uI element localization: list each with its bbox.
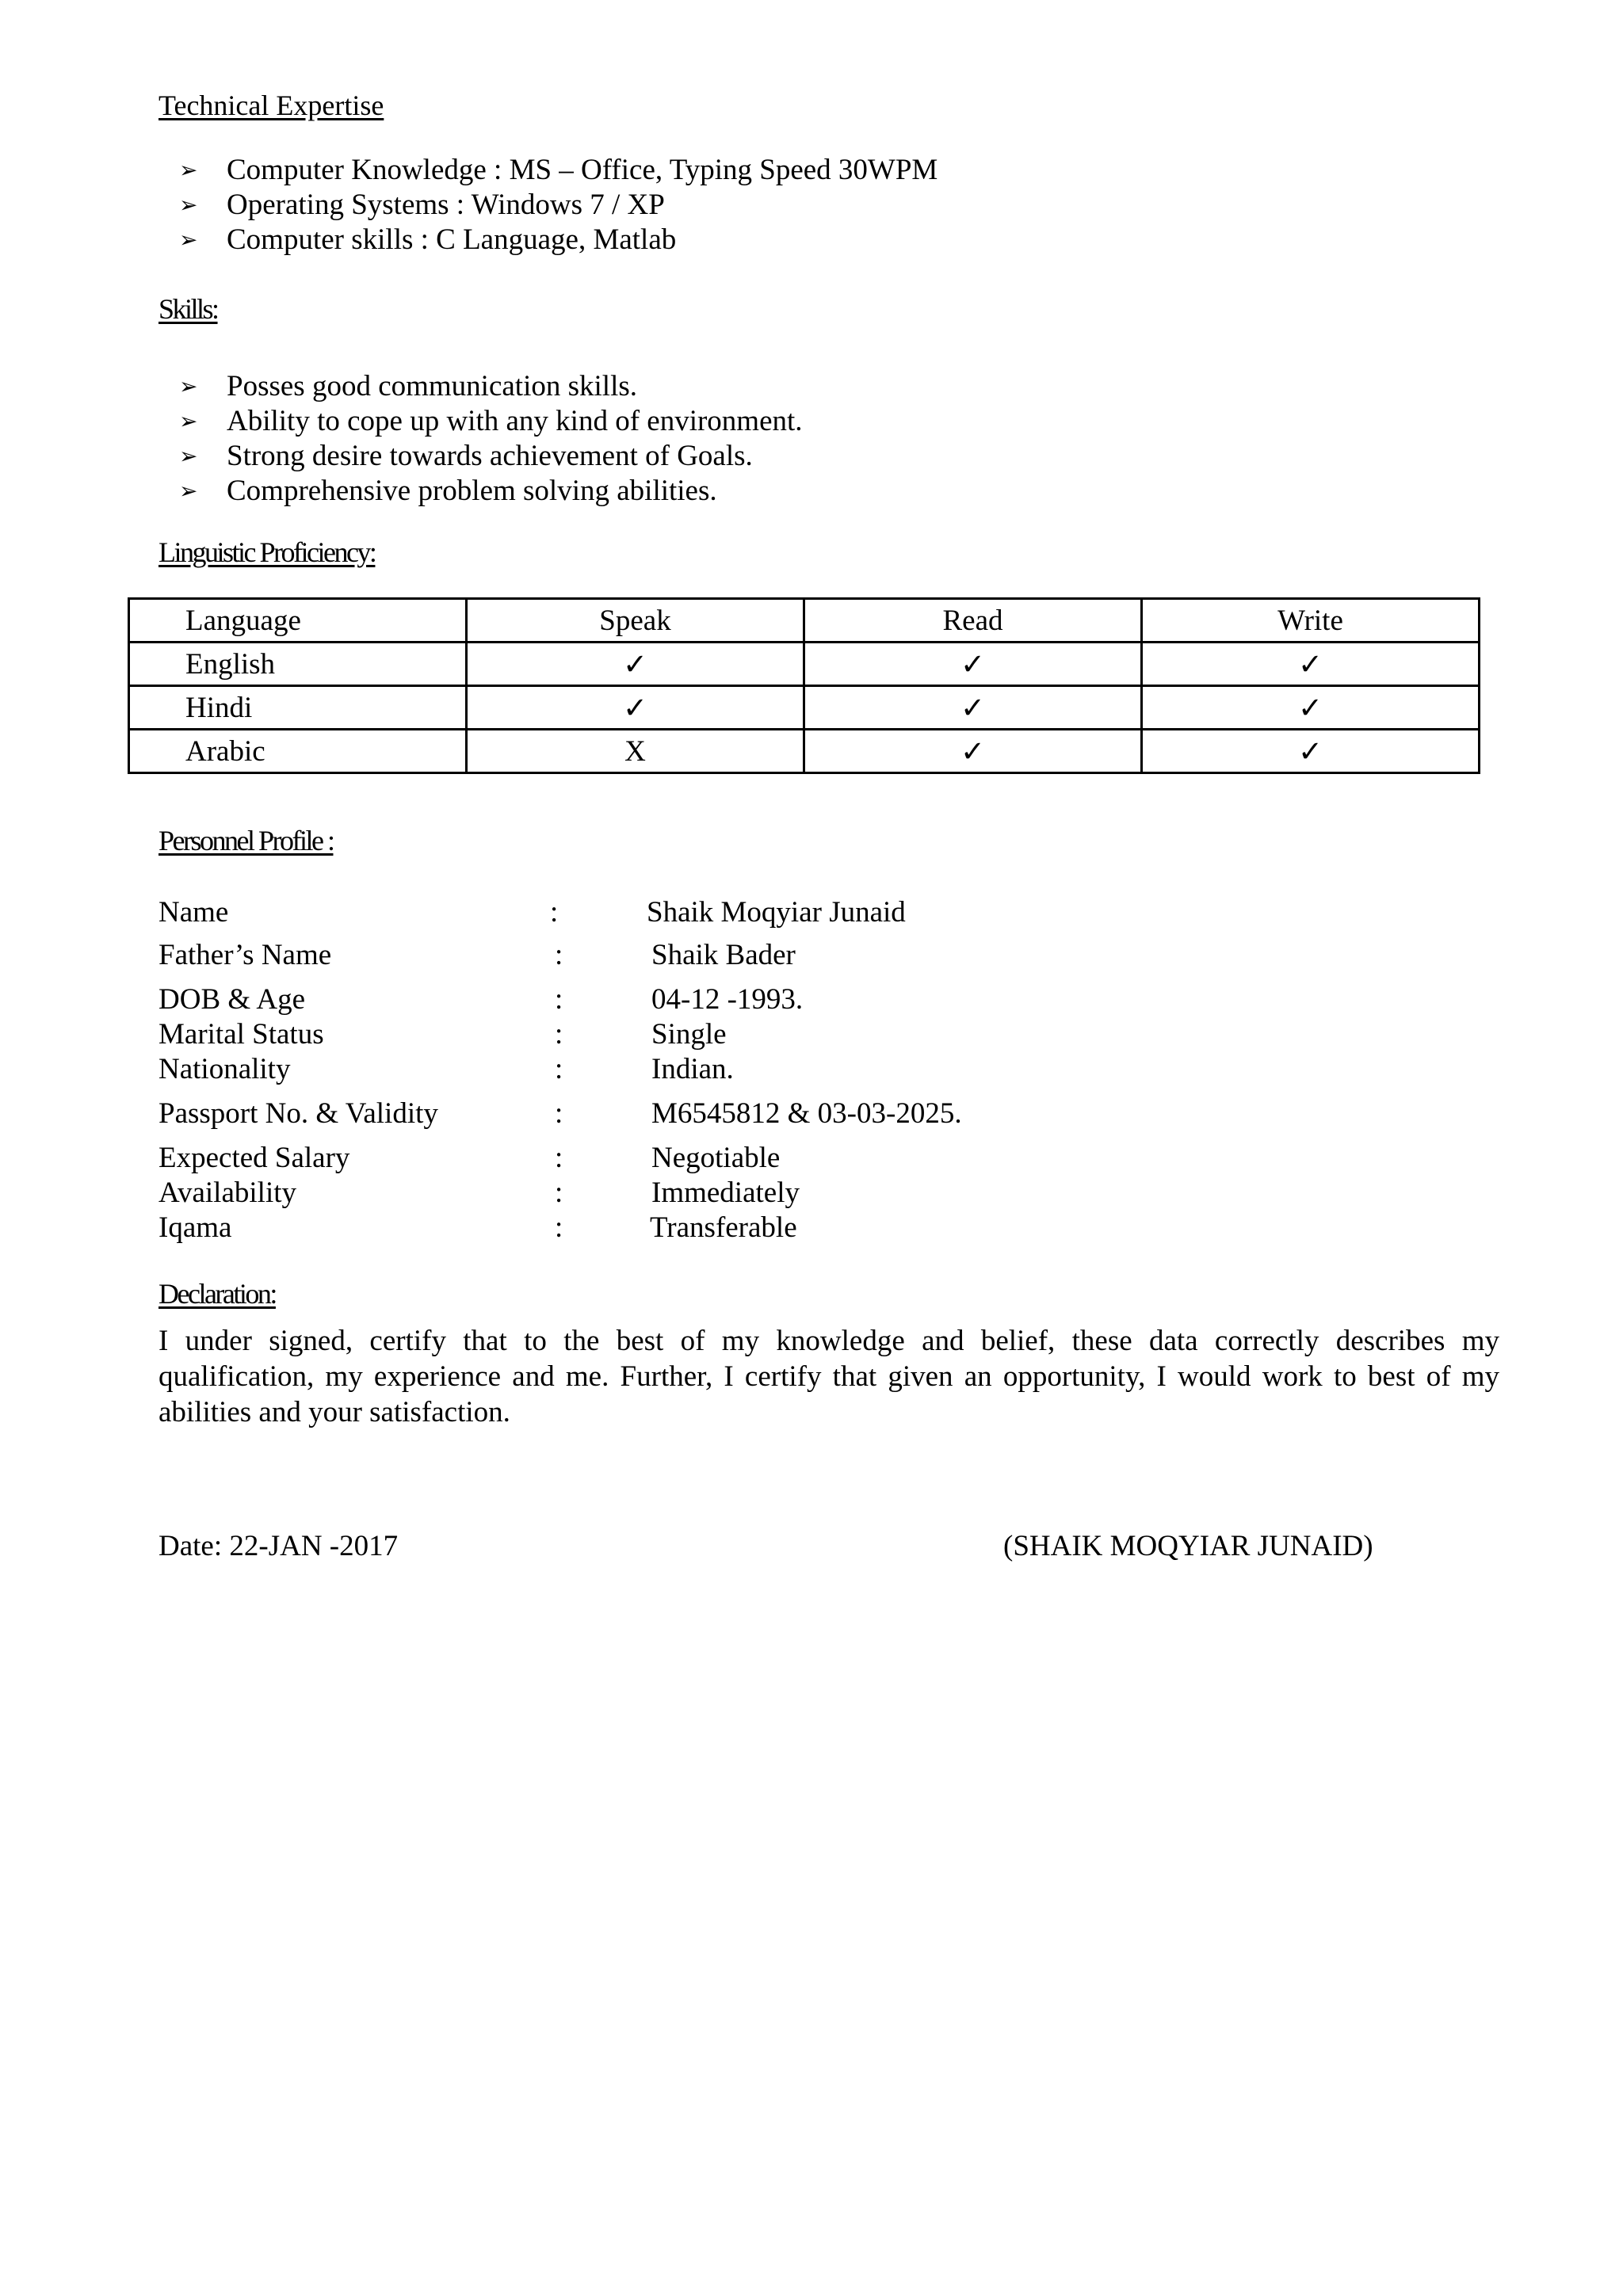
- speak-cell: ✓: [467, 643, 804, 686]
- list-item: [179, 223, 938, 257]
- column-header-read: Read: [804, 599, 1142, 643]
- list-item-text: Strong desire towards achievement of Goals.: [227, 440, 753, 472]
- profile-separator: :: [555, 939, 563, 971]
- profile-separator: :: [555, 1211, 563, 1244]
- declaration-text: I under signed, certify that to the best of my knowledge and belief, these data correctly describes my qualification, my experience and me. Further, I certify that given an opportunity, I would work to best of my abilities and your satisfaction.: [158, 1325, 1499, 1428]
- linguistic-proficiency-heading: Linguistic Proficiency:: [158, 536, 376, 568]
- table-row: [129, 643, 1480, 686]
- language-table: [128, 597, 1480, 774]
- profile-row-name: [158, 895, 1268, 930]
- speak-cell: X: [467, 730, 804, 773]
- profile-label: DOB & Age: [158, 983, 305, 1016]
- list-item-text: Posses good communication skills.: [227, 370, 637, 402]
- profile-label: Marital Status: [158, 1018, 324, 1051]
- profile-separator: :: [555, 1097, 563, 1130]
- date-line: Date: 22-JAN -2017: [158, 1530, 399, 1562]
- language-cell: Hindi: [129, 686, 467, 730]
- column-header-language: Language: [129, 599, 467, 643]
- profile-row-availability: [158, 1176, 1268, 1211]
- profile-separator: :: [555, 1053, 563, 1085]
- profile-row-expected-salary: [158, 1141, 1268, 1176]
- list-item-text: Computer skills : C Language, Matlab: [227, 223, 677, 256]
- list-item-text: Comprehensive problem solving abilities.: [227, 475, 717, 507]
- profile-row-fathers-name: [158, 938, 1268, 973]
- profile-value: Single: [651, 1018, 727, 1051]
- profile-row-iqama: [158, 1211, 1268, 1245]
- profile-separator: :: [555, 983, 563, 1016]
- profile-row-passport: [158, 1097, 1268, 1131]
- list-item: [179, 474, 803, 509]
- profile-value: Immediately: [651, 1177, 800, 1209]
- table-row: [129, 686, 1480, 730]
- list-item-text: Computer Knowledge : MS – Office, Typing Speed 30WPM: [227, 154, 938, 186]
- technical-expertise-heading: Technical Expertise: [158, 90, 384, 121]
- profile-separator: :: [550, 896, 559, 929]
- signature-name: (SHAIK MOQYIAR JUNAID): [1003, 1530, 1373, 1562]
- table-header-row: [129, 599, 1480, 643]
- list-item: [179, 369, 803, 404]
- column-header-speak: Speak: [467, 599, 804, 643]
- personnel-profile-heading: Personnel Profile :: [158, 825, 334, 856]
- profile-value: 04-12 -1993.: [651, 983, 804, 1016]
- read-cell: ✓: [804, 730, 1142, 773]
- list-item: [179, 188, 938, 223]
- profile-separator: :: [555, 1177, 563, 1209]
- profile-separator: :: [555, 1142, 563, 1174]
- write-cell: ✓: [1142, 643, 1480, 686]
- list-item: [179, 404, 803, 439]
- profile-label: Availability: [158, 1177, 296, 1209]
- profile-row-dob: [158, 982, 1268, 1017]
- profile-value: M6545812 & 03-03-2025.: [651, 1097, 962, 1130]
- write-cell: ✓: [1142, 730, 1480, 773]
- arrow-bullet-icon: ➢: [179, 157, 198, 183]
- list-item-text: Ability to cope up with any kind of environment.: [227, 405, 803, 437]
- arrow-bullet-icon: ➢: [179, 408, 198, 434]
- table-row: [129, 730, 1480, 773]
- profile-value: Negotiable: [651, 1142, 781, 1174]
- speak-cell: ✓: [467, 686, 804, 730]
- skills-heading: Skills:: [158, 293, 218, 325]
- profile-label: Passport No. & Validity: [158, 1097, 438, 1130]
- language-cell: Arabic: [129, 730, 467, 773]
- column-header-write: Write: [1142, 599, 1480, 643]
- arrow-bullet-icon: ➢: [179, 443, 198, 469]
- profile-value: Transferable: [650, 1211, 797, 1244]
- skills-list: [179, 369, 803, 509]
- arrow-bullet-icon: ➢: [179, 478, 198, 504]
- profile-label: Expected Salary: [158, 1142, 350, 1174]
- arrow-bullet-icon: ➢: [179, 192, 198, 218]
- technical-expertise-list: [179, 153, 938, 257]
- profile-row-nationality: [158, 1052, 1268, 1087]
- profile-label: Father’s Name: [158, 939, 332, 971]
- list-item: [179, 153, 938, 188]
- read-cell: ✓: [804, 643, 1142, 686]
- profile-separator: :: [555, 1018, 563, 1051]
- read-cell: ✓: [804, 686, 1142, 730]
- list-item-text: Operating Systems : Windows 7 / XP: [227, 189, 665, 221]
- language-cell: English: [129, 643, 467, 686]
- list-item: [179, 439, 803, 474]
- profile-row-marital-status: [158, 1017, 1268, 1052]
- arrow-bullet-icon: ➢: [179, 373, 198, 399]
- profile-value: Indian.: [651, 1053, 734, 1085]
- declaration-heading: Declaration:: [158, 1278, 276, 1310]
- write-cell: ✓: [1142, 686, 1480, 730]
- profile-label: Iqama: [158, 1211, 232, 1244]
- arrow-bullet-icon: ➢: [179, 227, 198, 253]
- profile-value: Shaik Moqyiar Junaid: [647, 896, 906, 929]
- profile-value: Shaik Bader: [651, 939, 796, 971]
- profile-label: Nationality: [158, 1053, 291, 1085]
- profile-label: Name: [158, 896, 229, 929]
